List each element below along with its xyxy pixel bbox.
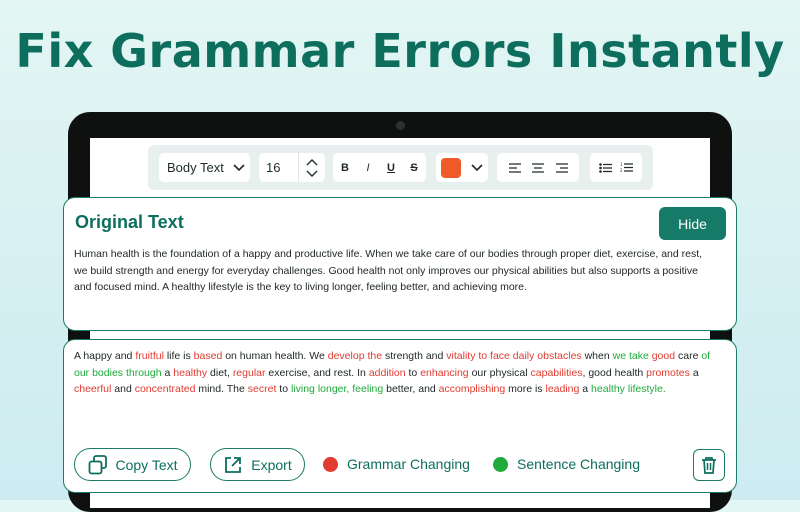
font-size-stepper[interactable]: [259, 153, 325, 182]
export-label: Export: [251, 456, 292, 473]
align-center-icon[interactable]: [532, 163, 544, 173]
text-format-group: [333, 153, 426, 182]
color-swatch: [441, 158, 461, 178]
copy-text-button[interactable]: [74, 448, 191, 481]
corrected-text-body: [74, 348, 724, 398]
text-segment: a: [161, 366, 174, 379]
camera-dot: [396, 121, 405, 130]
export-icon: [223, 455, 243, 475]
export-button[interactable]: [210, 448, 305, 481]
chevron-down-icon: [471, 164, 483, 172]
sentence-change-segment: we take: [612, 350, 649, 362]
grammar-change-segment: promotes: [646, 366, 690, 379]
text-segment: more is: [505, 383, 546, 395]
original-text-body: Human health is the foundation of a happy and productive life. When we take care of our bodies through proper diet, exercise, and rest, we build strength and energy for everyday challenges. Good health not only improves our physical abilities but also supports a positive and focused mind. A healthy lifestyle is the key to living longer, feeling better, and achieving more.: [74, 248, 703, 293]
grammar-change-segment: vitality to face daily obstacles: [446, 350, 582, 362]
style-select[interactable]: [159, 153, 250, 182]
text-segment: when: [581, 350, 613, 362]
chevron-down-icon: [233, 164, 245, 172]
green-dot-icon: [493, 457, 508, 472]
underline-button[interactable]: U: [387, 161, 395, 174]
text-segment: and: [111, 383, 135, 395]
grammar-change-segment: cheerful: [74, 383, 112, 395]
legend-sentence: [493, 456, 640, 472]
align-right-icon[interactable]: [556, 163, 568, 173]
svg-text:2: 2: [620, 168, 623, 173]
text-segment: , good health: [582, 366, 647, 379]
grammar-change-segment: healthy: [173, 366, 208, 379]
text-segment: exercise, and rest. In: [265, 366, 369, 379]
original-text-card: [63, 197, 737, 331]
sentence-change-segment: of our bodies through: [74, 350, 711, 379]
sentence-change-segment: healthy lifestyle.: [591, 383, 666, 395]
italic-button[interactable]: I: [366, 161, 370, 174]
align-left-icon[interactable]: [509, 163, 521, 173]
text-segment: better, and: [383, 383, 439, 395]
bold-button[interactable]: B: [341, 161, 349, 174]
grammar-change-segment: regular: [232, 366, 266, 379]
text-segment: diet,: [207, 366, 233, 379]
grammar-change-segment: capabilities: [530, 366, 583, 379]
text-segment: our physical: [468, 366, 531, 379]
legend-grammar-label: Grammar Changing: [347, 456, 470, 472]
grammar-change-segment: concentrated: [134, 383, 196, 395]
grammar-change-segment: leading: [545, 383, 580, 395]
trash-icon: [701, 456, 717, 474]
copy-text-label: Copy Text: [115, 456, 178, 473]
style-select-value: Body Text: [167, 160, 224, 175]
grammar-change-segment: fruitful: [135, 350, 164, 362]
font-size-value: 16: [266, 160, 281, 175]
sentence-change-segment: living longer, feeling: [290, 383, 384, 395]
text-segment: to: [405, 366, 421, 379]
bullet-list-icon[interactable]: [599, 163, 612, 173]
text-color-picker[interactable]: [436, 153, 488, 182]
headline: Fix Grammar Errors Instantly: [15, 24, 785, 78]
strikethrough-button[interactable]: S: [410, 161, 418, 174]
text-segment: A happy and: [74, 350, 136, 362]
grammar-change-segment: secret: [247, 383, 277, 395]
text-segment: on human health. We: [222, 350, 328, 362]
text-segment: mind. The: [195, 383, 248, 395]
copy-icon: [88, 455, 108, 475]
grammar-change-segment: good: [651, 350, 676, 362]
text-segment: strength and: [382, 350, 447, 362]
original-text-title: Original Text: [75, 212, 184, 232]
numbered-list-icon[interactable]: [620, 162, 633, 173]
legend-grammar: [323, 456, 470, 472]
text-segment: to: [276, 383, 291, 395]
delete-button[interactable]: [693, 449, 725, 481]
grammar-change-segment: addition: [368, 366, 406, 379]
stepper-arrows-icon[interactable]: [302, 157, 322, 179]
text-segment: life is: [163, 350, 194, 362]
hide-button[interactable]: Hide: [659, 207, 726, 240]
text-segment: a: [689, 366, 699, 379]
list-group: [590, 153, 642, 182]
red-dot-icon: [323, 457, 338, 472]
grammar-change-segment: enhancing: [420, 366, 469, 379]
svg-text:1: 1: [620, 162, 623, 167]
alignment-group: [497, 153, 579, 182]
grammar-change-segment: accomplishing: [438, 383, 506, 395]
legend-sentence-label: Sentence Changing: [517, 456, 640, 472]
text-segment: a: [579, 383, 592, 395]
grammar-change-segment: based: [193, 350, 223, 362]
grammar-change-segment: develop the: [327, 350, 383, 362]
text-segment: care: [675, 350, 702, 362]
